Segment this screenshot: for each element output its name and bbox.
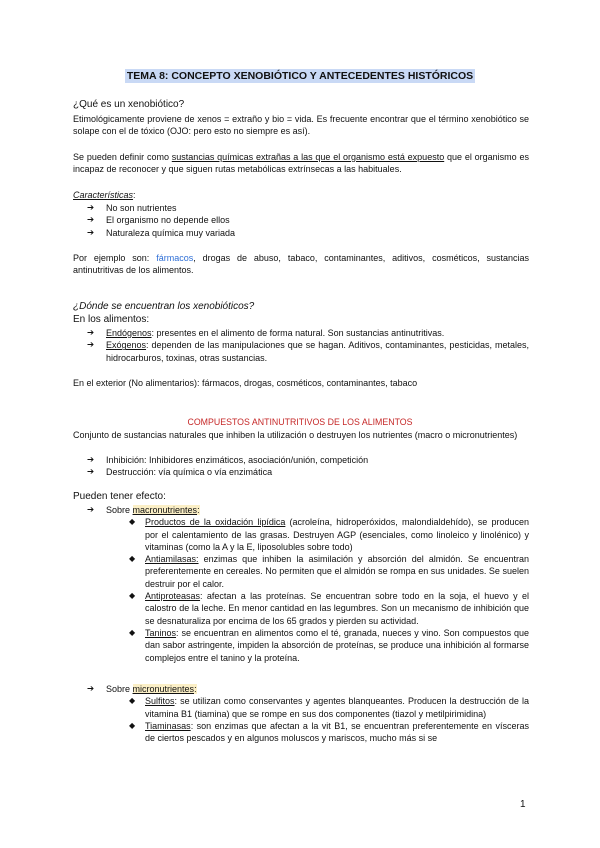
etymology-paragraph: Etimológicamente proviene de xenos = extraño y bio = vida. Es frecuente encontrar que el término xenobiótico se solape con el de tóxico (OJO: pero esto no siempre es así). — [73, 114, 529, 137]
list-item: ◆ Antiamilasas: enzimas que inhiben la asimilación y absorción del almidón. Se encuentran preferentemente en cereales. No permiten que el almidón se rompa en sus unidades. Se suelen destruir por el calor. — [73, 553, 529, 590]
exterior-paragraph: En el exterior (No alimentarios): fármacos, drogas, cosméticos, contaminantes, tabaco — [73, 378, 418, 388]
characteristics-heading: Características: — [73, 190, 136, 200]
list-item: ➔ Endógenos: presentes en el alimento de forma natural. Son sustancias antinutritivas. — [73, 327, 529, 339]
page-number: 1 — [520, 799, 526, 810]
list-item: ◆ Sulfitos: se utilizan como conservantes y agentes blanqueantes. Producen la destrucción de la vitamina B1 (tiamina) que se rompe en sus dos componentes (tiazol y metilpirimidina) — [73, 695, 529, 720]
in-foods-list — [73, 327, 529, 364]
list-item: ➔ Sobre micronutrientes: — [73, 683, 529, 695]
definition-underlined: sustancias químicas extrañas a las que el organismo está expuesto — [171, 152, 445, 162]
question-what-is-xenobiotic: ¿Qué es un xenobiótico? — [73, 99, 185, 110]
list-item: ➔ Sobre macronutrientes: — [73, 504, 529, 516]
effects-heading: Pueden tener efecto: — [73, 491, 166, 502]
inhibition-list — [73, 454, 529, 479]
question-where-found: ¿Dónde se encuentran los xenobióticos? — [73, 301, 255, 312]
list-item: ➔ Inhibición: Inhibidores enzimáticos, asociación/unión, competición — [73, 454, 529, 466]
macronutrients-section — [73, 504, 529, 664]
list-item: ➔ El organismo no depende ellos — [73, 214, 529, 226]
antinutritive-definition: Conjunto de sustancias naturales que inhiben la utilización o destruyen los nutrientes (macro o micronutrientes) — [73, 430, 518, 440]
drugs-highlight: fármacos — [156, 253, 194, 263]
list-item: ◆ Productos de la oxidación lipídica (acroleína, hidroperóxidos, malondialdehído), se producen por el calentamiento de las grasas. Destruyen AGP (esenciales, como linoleico y linolénico) y vitaminas (como la A y la E, liposolubles sobre todo) — [73, 516, 529, 553]
micronutrients-section — [73, 683, 529, 744]
list-item: ➔ No son nutrientes — [73, 202, 529, 214]
list-item: ➔ Naturaleza química muy variada — [73, 227, 529, 239]
page-title: TEMA 8: CONCEPTO XENOBIÓTICO Y ANTECEDENTES HISTÓRICOS — [126, 70, 474, 82]
list-item: ◆ Taninos: se encuentran en alimentos como el té, granada, nueces y vino. Son compuestos que dan sabor astringente, impiden la absorción de proteínas, se produce una inhibición al formarse complejos entre el tanino y la proteína. — [73, 627, 529, 664]
section-heading-antinutritive: COMPUESTOS ANTINUTRITIVOS DE LOS ALIMENTOS — [187, 417, 413, 427]
micronutrients-highlight: micronutrientes — [132, 684, 195, 694]
characteristics-list — [73, 202, 529, 239]
list-item: ◆ Antiproteasas: afectan a las proteínas. Se encuentran sobre todo en la soja, el huevo y el calostro de la leche. En menor cantidad en las legumbres. Son un mecanismo de inhibición que se desnaturaliza por encima de los 65 grados y pierden su actividad. — [73, 590, 529, 627]
list-item: ➔ Exógenos: dependen de las manipulaciones que se hagan. Aditivos, contaminantes, pesticidas, metales, hidrocarburos, toxinas, otras sustancias. — [73, 339, 529, 364]
in-foods-heading: En los alimentos: — [73, 314, 150, 325]
list-item: ◆ Tiaminasas: son enzimas que afectan a la vit B1, se encuentran preferentemente en vísceras de ciertos pescados y en algunos moluscos y mariscos, mucho más si se — [73, 720, 529, 745]
list-item: ➔ Destrucción: vía química o vía enzimática — [73, 466, 529, 478]
macronutrients-highlight: macronutrientes — [132, 505, 198, 515]
definition-paragraph: Se pueden definir como sustancias químicas extrañas a las que el organismo está expuesto que el organismo es incapaz de reconocer y que siguen rutas metabólicas extrínsecas a las habituales. — [73, 152, 529, 175]
examples-paragraph: Por ejemplo son: fármacos, drogas de abuso, tabaco, contaminantes, aditivos, cosméticos, sustancias antinutritivas de los alimentos. — [73, 253, 529, 276]
